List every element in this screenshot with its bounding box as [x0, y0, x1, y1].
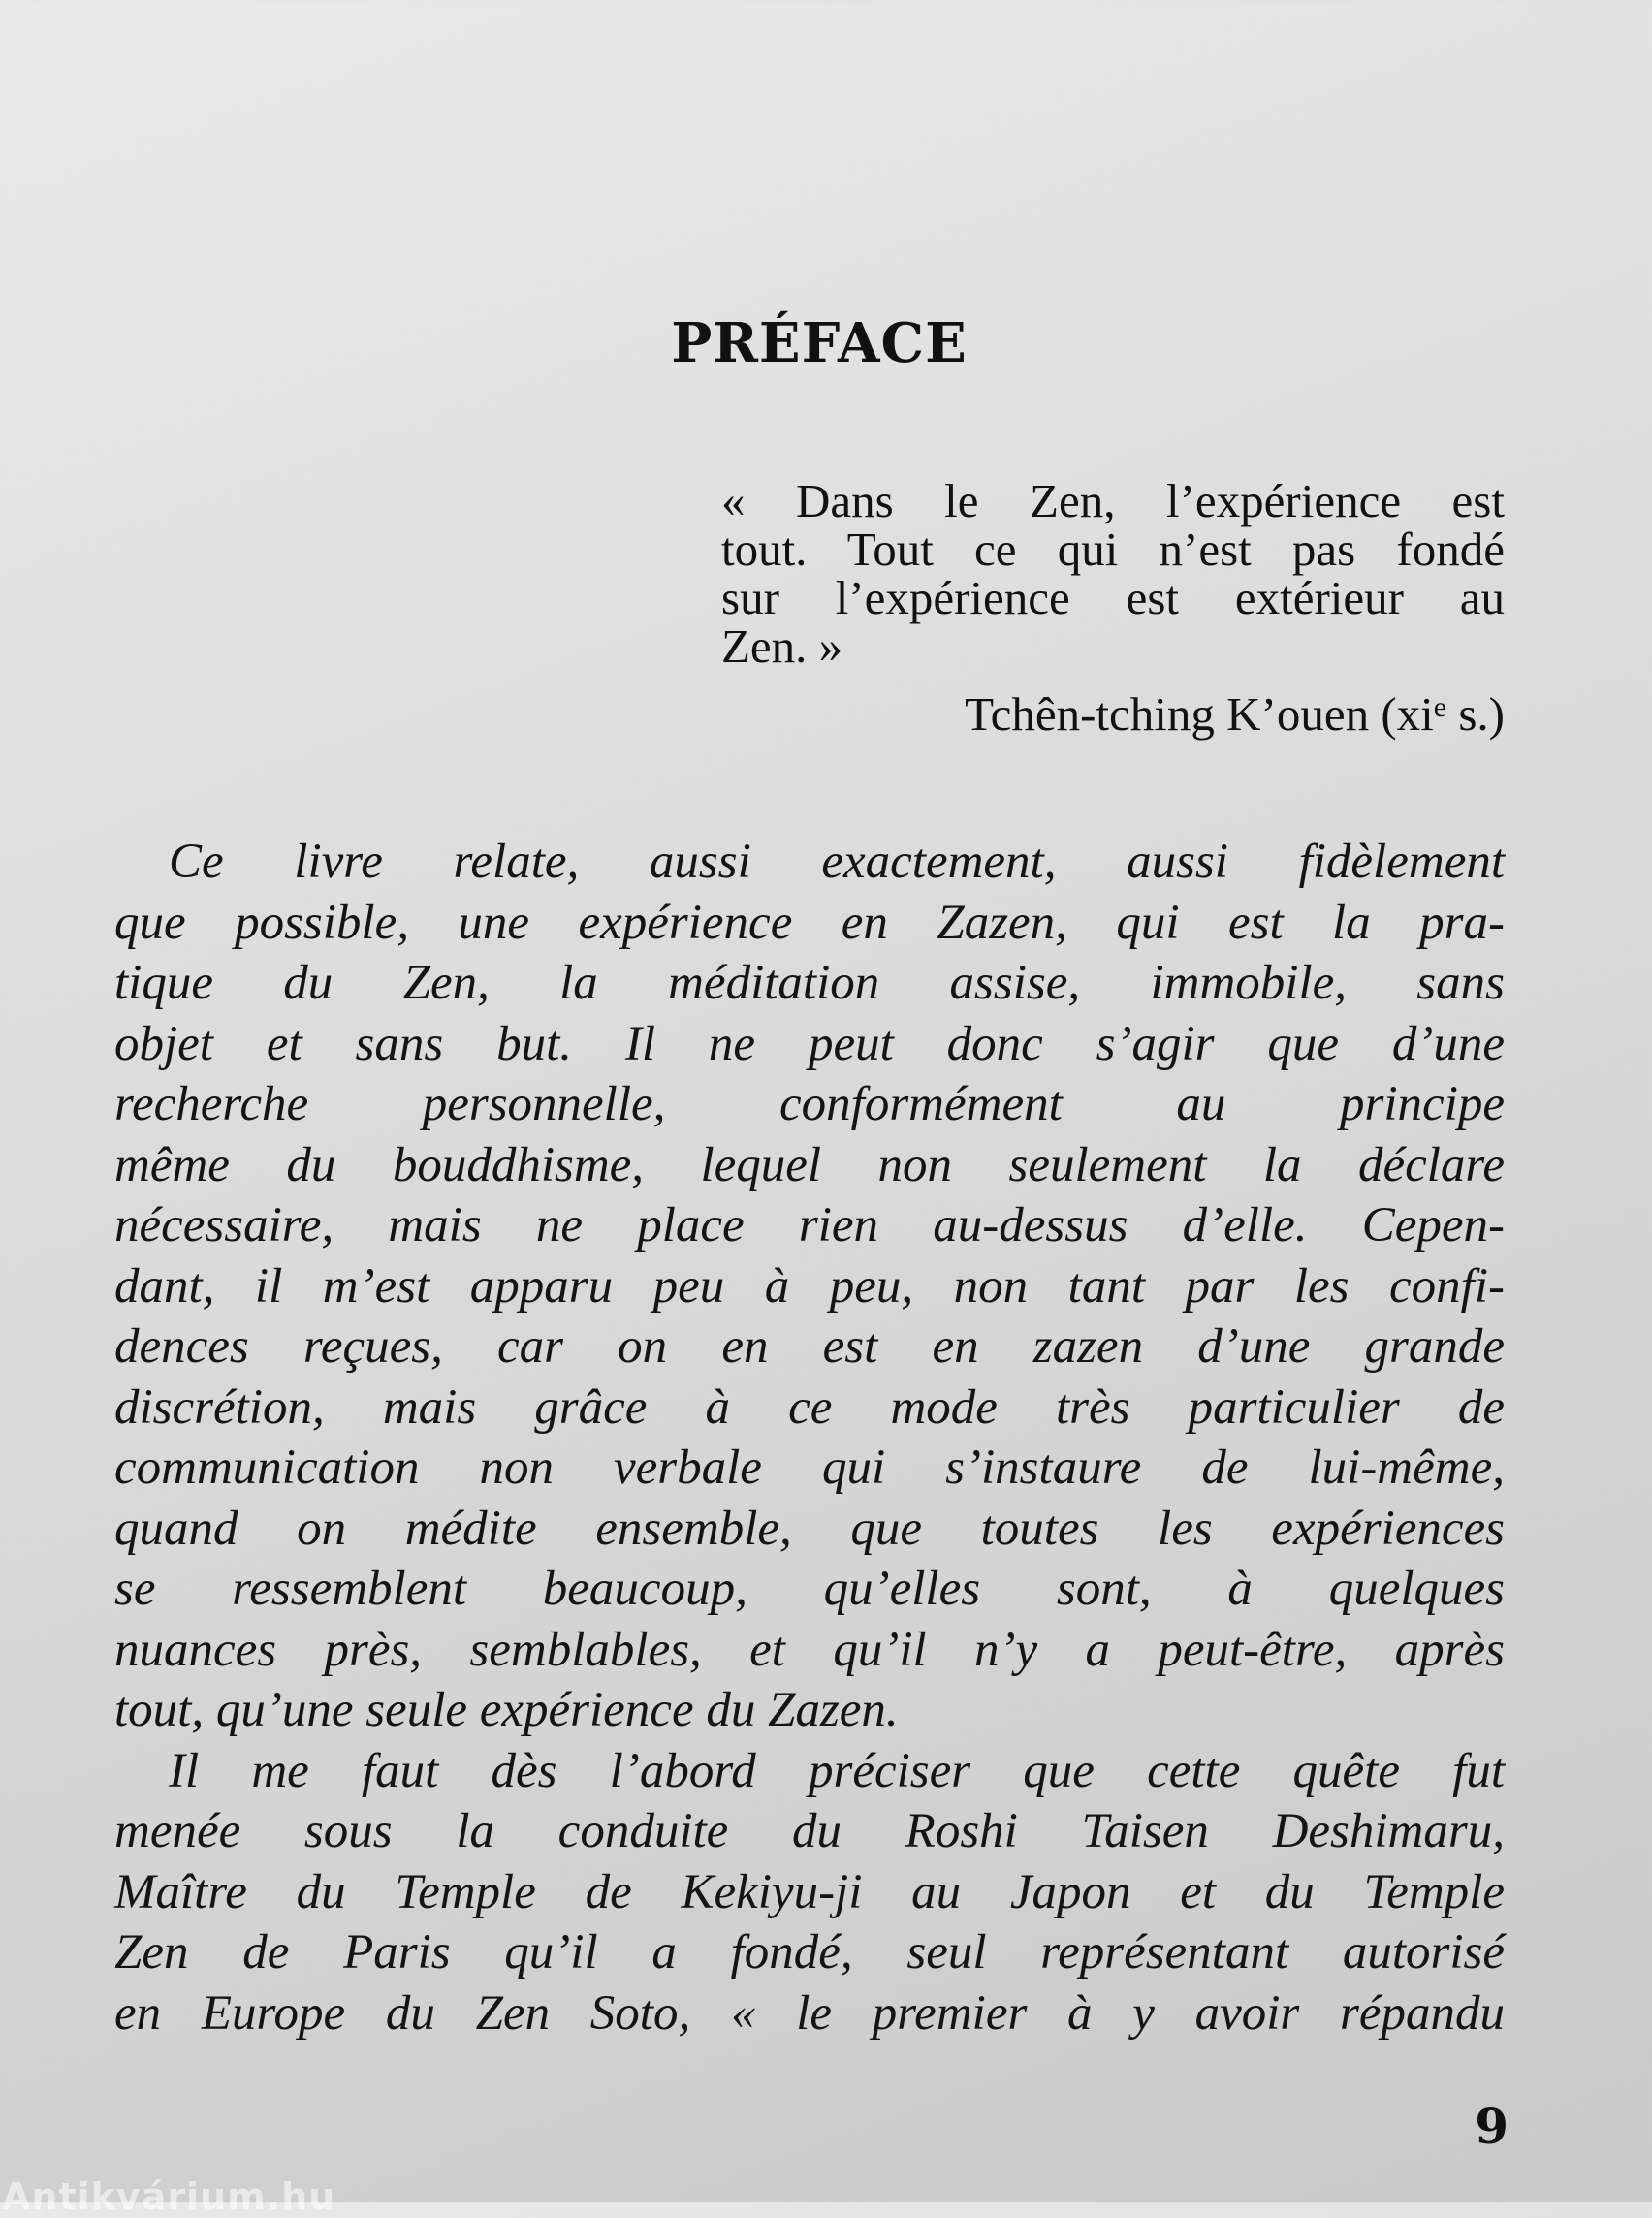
attribution-name: Tchên-tching K’ouen ( [965, 687, 1397, 741]
body-line: Il me faut dès l’abord préciser que cette quête fut [169, 1743, 1505, 1798]
body-line: discrétion, mais grâce à ce mode très particulier de [114, 1379, 1505, 1435]
page-title: PRÉFACE [671, 310, 968, 375]
body-line: en Europe du Zen Soto, « le premier à y avoir répandu [114, 1985, 1505, 2041]
attribution-century: xi [1396, 687, 1434, 741]
attribution-suffix: s.) [1446, 687, 1505, 741]
epigraph-line: tout. Tout ce qui n’est pas fondé [721, 523, 1505, 576]
body-line: quand on médite ensemble, que toutes les expériences [114, 1501, 1505, 1556]
attribution-superscript: e [1433, 691, 1447, 723]
body-line: recherche personnelle, conformément au principe [114, 1077, 1505, 1131]
epigraph-attribution [721, 686, 1505, 742]
body-line: Maître du Temple de Kekiyu-ji au Japon et du Temple [114, 1864, 1505, 1919]
page-number: 9 [1475, 2098, 1509, 2155]
body-line: dant, il m’est apparu peu à peu, non tant par les confi- [114, 1258, 1505, 1314]
epigraph-quote [721, 474, 1505, 673]
body-line: nécessaire, mais ne place rien au-dessus d’elle. Cepen- [114, 1198, 1505, 1252]
body-line: communication non verbale qui s’instaure de lui-même, [114, 1441, 1505, 1495]
watermark-logo: Antikvárium.hu [2, 2175, 336, 2218]
body-line: même du bouddhisme, lequel non seulement la déclare [114, 1137, 1505, 1192]
body-line: objet et sans but. Il ne peut donc s’agir que d’une [114, 1016, 1505, 1071]
body-line: Ce livre relate, aussi exactement, aussi fidèlement [169, 835, 1505, 889]
epigraph-line: « Dans le Zen, l’expérience est [721, 474, 1505, 527]
body-line: nuances près, semblables, et qu’il n’y a peut-être, après [114, 1622, 1505, 1677]
body-line: que possible, une expérience en Zazen, qui est la pra- [114, 895, 1505, 950]
body-line: Zen de Paris qu’il a fondé, seul représentant autorisé [114, 1925, 1505, 1980]
body-line: dences reçues, car on en est en zazen d’une grande [114, 1319, 1505, 1374]
epigraph-line: Zen. » [721, 619, 843, 673]
body-line: tout, qu’une seule expérience du Zazen. [114, 1683, 899, 1737]
body-line: tique du Zen, la méditation assise, immobile, sans [114, 956, 1505, 1010]
epigraph-line: sur l’expérience est extérieur au [721, 571, 1505, 624]
body-line: menée sous la conduite du Roshi Taisen Deshimaru, [114, 1804, 1505, 1858]
body-line: se ressemblent beaucoup, qu’elles sont, à quelques [114, 1562, 1505, 1616]
preface-body [114, 832, 1505, 2044]
